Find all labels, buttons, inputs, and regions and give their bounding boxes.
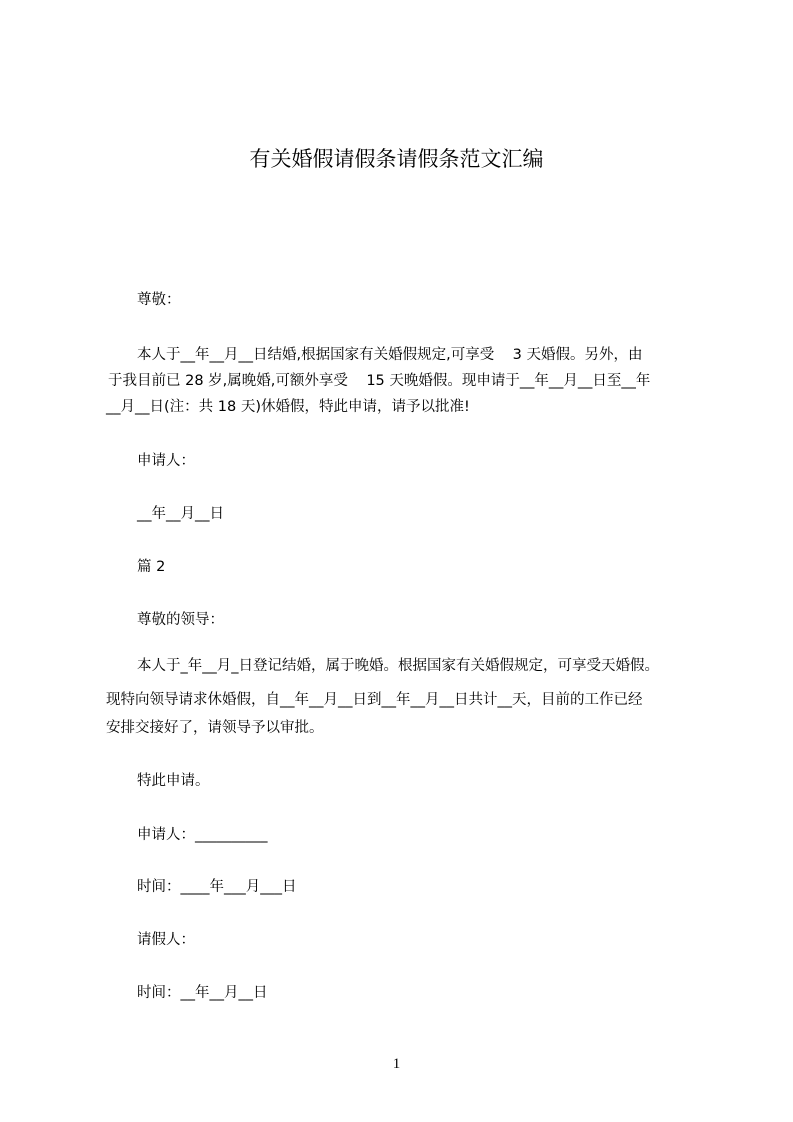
time-line: 时间：____年___月___日 [137,879,297,895]
body-line: 现特向领导请求休婚假，自__年__月__日到__年__月__日共计__天，目前的工作已经 [106,692,643,708]
applicant-label: 申请人：__________ [137,827,268,843]
section-heading: 篇 2 [137,559,166,575]
document-title: 有关婚假请假条请假条范文汇编 [249,147,544,171]
body-line: 本人于_年__月_日登记结婚，属于晚婚。根据国家有关婚假规定，可享受天婚假。 [137,658,659,674]
applicant-label: 申请人： [137,453,195,469]
time-line: 时间：__年__月__日 [137,985,268,1001]
body-line: __月__日(注：共 18 天)休婚假，特此申请，请予以批准! [106,399,470,415]
leave-person-label: 请假人： [137,932,195,948]
salutation: 尊敬的领导： [137,612,224,628]
page-number: 1 [392,1056,401,1072]
closing: 特此申请。 [137,773,210,789]
salutation: 尊敬： [137,292,181,308]
body-line: 本人于__年__月__日结婚,根据国家有关婚假规定,可享受 3 天婚假。另外，由 [137,347,643,363]
date-line: __年__月__日 [137,506,224,522]
body-line: 于我目前已 28 岁,属晚婚,可额外享受 15 天晚婚假。现申请于__年__月__日至__年 [108,373,651,389]
body-line: 安排交接好了，请领导予以审批。 [106,720,324,736]
